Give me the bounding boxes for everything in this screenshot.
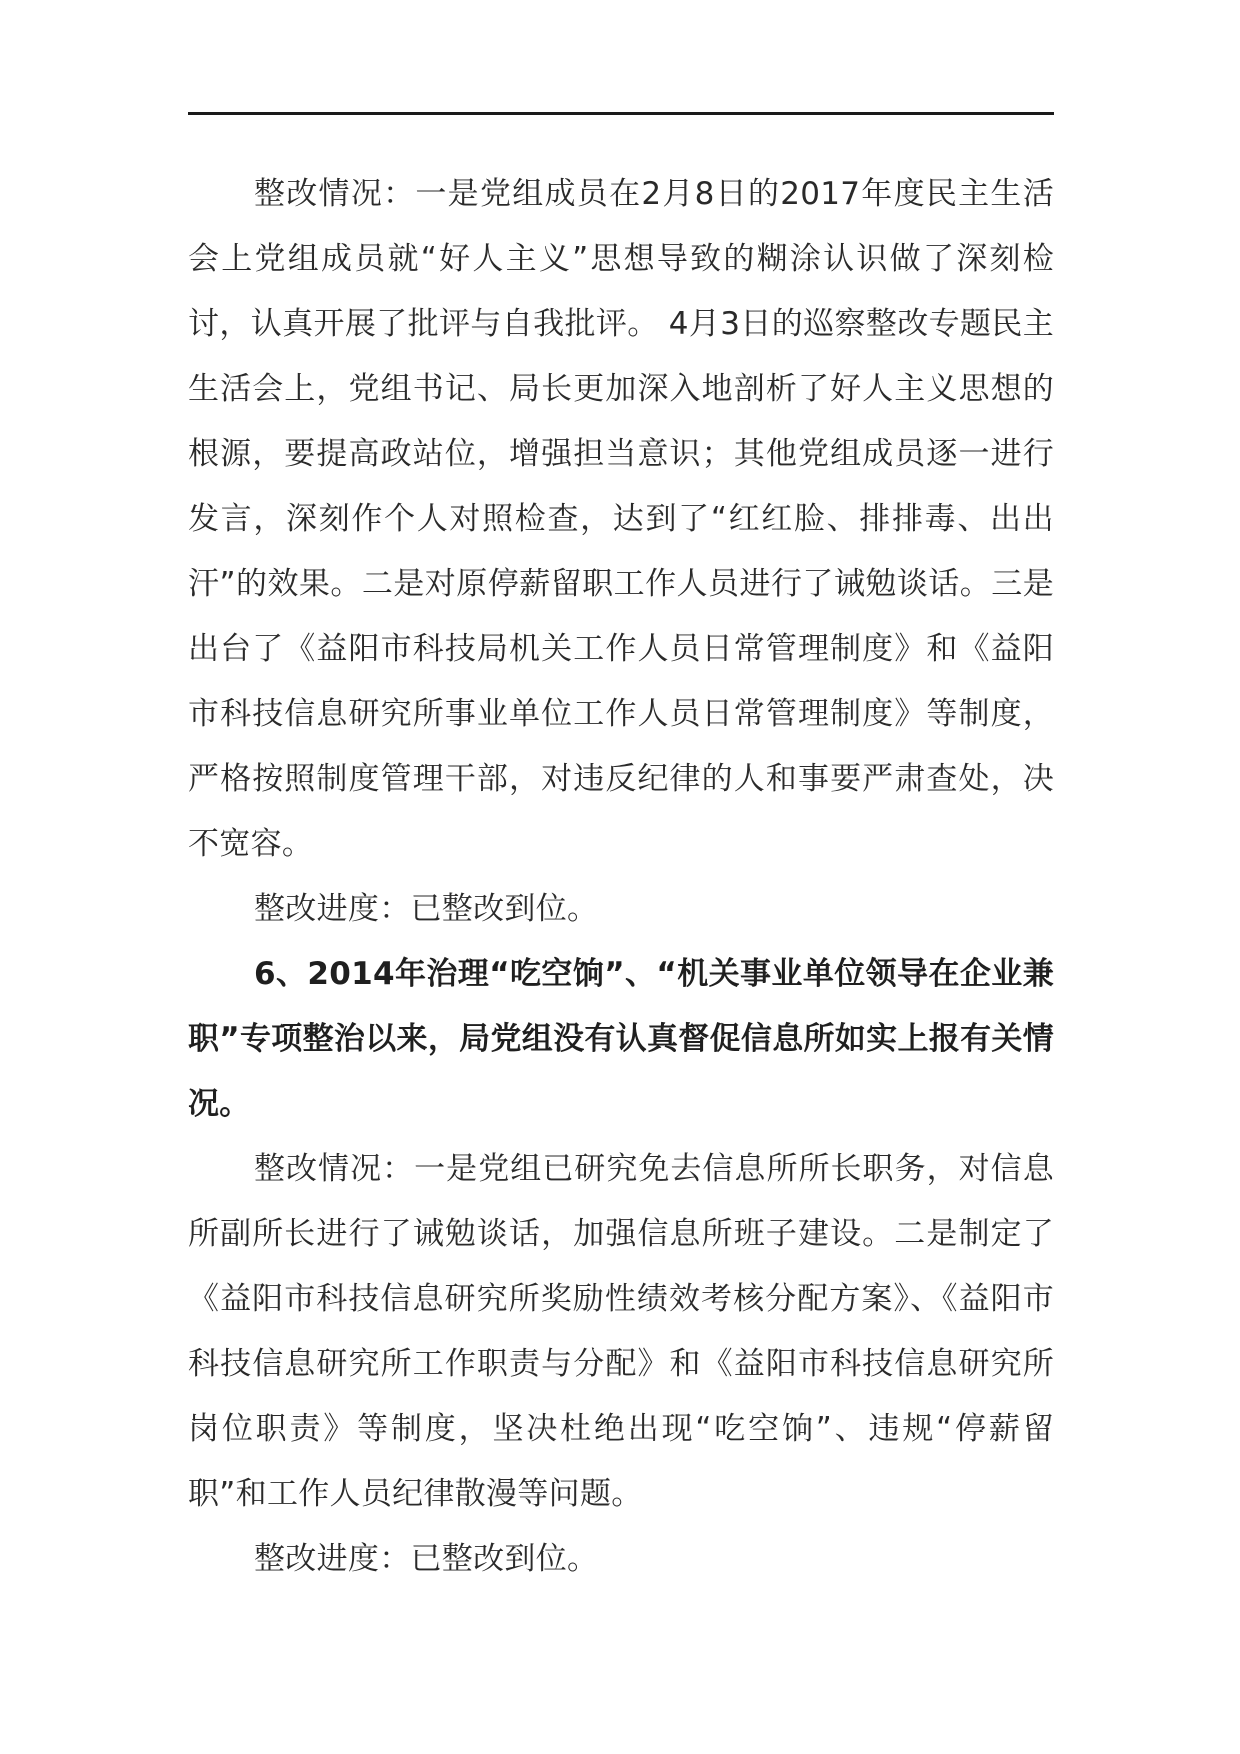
paragraph-rectification-details-1: 整改情况：一是党组成员在2月8日的2017年度民主生活会上党组成员就“好人主义”思想导致的糊涂认识做了深刻检讨，认真开展了批评与自我批评。 4月3日的巡察整改专题民主生活会上，党组书记、局长更加深入地剖析了好人主义思想的根源，要提高政站位，增强担当意识；其他党组成员逐一进行发言，深刻作个人对照检查，达到了“红红脸、排排毒、出出汗”的效果。二是对原停薪留职工作人员进行了诫勉谈话。三是出台了《益阳市科技局机关工作人员日常管理制度》和《益阳市科技信息研究所事业单位工作人员日常管理制度》等制度，严格按照制度管理干部，对违反纪律的人和事要严肃查处，决不宽容。 (188, 176, 1054, 862)
header-rule (188, 112, 1054, 115)
paragraph-rectification-progress-1: 整改进度：已整改到位。 (254, 891, 599, 927)
document-body (188, 162, 1054, 1592)
paragraph-issue-6-heading: 6、2014年治理“吃空饷”、“机关事业单位领导在企业兼职”专项整治以来，局党组没有认真督促信息所如实上报有关情况。 (188, 956, 1054, 1122)
paragraph-rectification-progress-2: 整改进度：已整改到位。 (254, 1541, 599, 1577)
paragraph-rectification-details-2: 整改情况：一是党组已研究免去信息所所长职务，对信息所副所长进行了诫勉谈话，加强信息所班子建设。二是制定了《益阳市科技信息研究所奖励性绩效考核分配方案》、《益阳市科技信息研究所工作职责与分配》和《益阳市科技信息研究所岗位职责》等制度，坚决杜绝出现“吃空饷”、违规“停薪留职”和工作人员纪律散漫等问题。 (188, 1151, 1054, 1512)
